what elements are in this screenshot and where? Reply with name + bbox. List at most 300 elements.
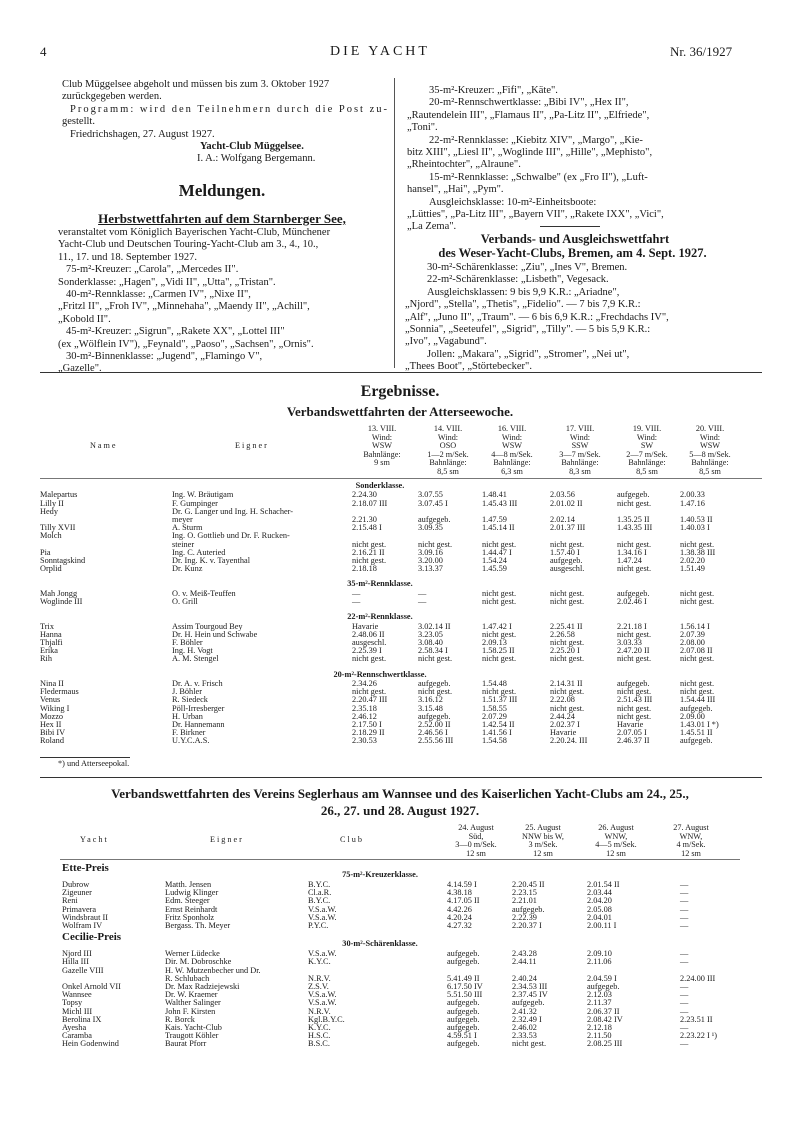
day-header-cell: 20. VIII. [695,424,725,433]
result-cell: — [680,880,689,889]
day-header-cell: Bahnlänge: [363,449,401,459]
yacht-name: Wiking I [40,703,70,713]
day-header-cell: WSW [501,441,522,450]
result-cell: 2.46.02 [512,1023,537,1032]
result-cell: 1.54.24 [482,556,507,565]
result-cell: 2.12.03 [587,990,612,1000]
weser-title-1: Verbands- und Ausgleichswettfahrt [480,232,670,246]
result-cell: 2.04.01 [587,912,612,922]
result-cell: 2.41.32 [512,1006,537,1016]
short-divider [540,226,600,227]
result-cell: 2.32.49 I [512,1014,542,1024]
yacht-name: Reni [62,896,78,906]
owner-name: Ludwig Klinger [165,888,219,898]
club-name: V.S.a.W. [308,949,337,959]
journal-title: DIE YACHT [330,44,430,59]
result-cell: nicht gest. [550,654,585,664]
result-cell: 1.47.24 [617,556,642,565]
owner-name: A. Sturm [172,523,203,533]
result-cell: 2.20.37 I [512,921,542,930]
meldungen-subtitle: Herbstwettfahrten auf dem Starnberger See, [98,211,346,226]
yacht-name: Fledermaus [40,687,79,697]
yacht-name: Caramba [62,1031,92,1041]
day-header-cell: Wind: [569,432,591,442]
result-cell: 1.47.42 I [482,621,512,631]
club-name: V.S.a.W. [308,990,337,1000]
day-header-cell: Bahnlänge: [691,458,729,467]
day-header-cell: 12 sm [533,848,553,858]
result-cell: nicht gest. [352,539,387,549]
owner-name: John F. Kirsten [165,1006,216,1016]
result-cell: aufgegeb. [512,998,545,1008]
result-cell: nicht gest. [550,539,585,549]
result-cell: 2.06.37 II [587,1006,620,1016]
result-cell: — [680,896,689,906]
day-header-cell: 12 sm [681,848,701,858]
result-cell: 2.07.29 [482,711,507,721]
result-cell: aufgegeb. [617,588,650,598]
result-cell: 2.47.20 II [617,646,650,656]
yacht-name: Bibi IV [40,728,66,738]
result-cell: 2.34.26 [352,679,377,688]
result-cell: Havarie [617,720,644,729]
result-cell: nicht gest. [617,711,652,721]
club-name: N.R.V. [308,973,331,983]
day-header-cell: 1—2 m/Sek. [427,449,469,459]
result-cell: 2.11.06 [587,957,612,967]
result-cell: 4.38.18 [447,888,472,898]
owner-name: Dr. W. Kraemer [165,990,218,1000]
result-cell: 2.25.39 I [352,646,382,656]
result-cell: 2.51.43 III [617,695,653,705]
day-header-cell: NNW bis W, [522,831,564,841]
result-cell: — [680,1039,689,1049]
result-cell: 3.02.14 II [418,621,451,631]
owner-name: F. Gumpinger [172,498,218,508]
owner-name: U.Y.C.A.S. [172,736,210,746]
result-cell: 1.51.49 [680,564,705,574]
result-cell: aufgegeb. [447,1023,480,1032]
owner-name: Dr. A. v. Frisch [172,679,223,688]
day-header-cell: WSW [371,441,392,450]
result-cell: 2.03.56 [550,490,575,500]
result-cell: 2.37.45 IV [512,990,548,1000]
result-cell: 1.41.56 I [482,728,512,738]
atter-footnote: *) und Atterseepokal. [58,759,130,768]
owner-name: Ing. O. Gottlieb und Dr. F. Rucken- [172,531,290,541]
club-name: B.Y.C. [308,880,331,889]
result-cell: 1.58.25 II [482,646,515,656]
yacht-name: Mozzo [40,711,64,721]
issue-number: Nr. 36/1927 [670,44,733,59]
day-header-cell: 26. August [598,823,634,832]
result-cell: 3.07.45 I [418,498,448,508]
result-cell: — [680,1006,689,1016]
result-cell: ausgeschl. [550,564,585,574]
yacht-name: Dubrow [62,880,90,889]
col-header-owner: Eigner [235,441,269,450]
club-name: Z.S.V. [308,982,329,991]
result-cell: 2.21.01 [512,896,537,906]
owner-name: Fritz Sponholz [165,912,215,922]
yacht-name: Roland [40,736,64,746]
result-cell: 1.48.41 [482,490,507,500]
result-cell: nicht gest. [617,629,652,639]
day-header-cell: 24. August [458,823,494,832]
result-cell: 1.44.47 I [482,547,512,557]
yacht-name: Hedy [40,506,58,516]
result-cell: nicht gest. [550,638,585,647]
result-cell: 2.02.14 [550,515,575,524]
result-cell: 2.22.39 [512,912,537,922]
result-cell: nicht gest. [482,588,517,598]
result-cell: 6.17.50 IV [447,982,483,991]
result-cell: 2.23.22 I ¹) [680,1031,718,1041]
yacht-name: Woglinde III [40,597,83,606]
owner-name: Edm. Steeger [165,896,210,906]
yacht-name: Primavera [62,904,97,914]
club-name: K.Y.C. [308,957,331,967]
result-cell: nicht gest. [550,687,585,697]
result-cell: 2.23.51 II [680,1014,713,1024]
day-header-cell: 2—7 m/Sek. [626,449,668,459]
owner-name: Dr. Hannemann [172,720,225,729]
owner-name: Walther Salinger [165,998,221,1008]
page-number: 4 [40,44,47,59]
owner-name: Pöll-Irresberger [172,703,225,713]
owner-name: Dr. Kunz [172,564,203,574]
day-header-cell: 19. VIII. [632,424,662,433]
class-heading: 30-m²-Schärenklasse. [342,939,418,949]
yacht-name: Lilly II [40,498,64,508]
section-divider-1 [40,372,762,373]
result-cell: — [680,982,689,991]
yacht-name: Hanna [40,629,62,639]
result-cell: 2.14.31 II [550,679,583,688]
col-header-yacht: Yacht [80,835,109,844]
result-cell: 2.04.20 [587,896,612,906]
day-header-cell: 8,5 sm [437,466,459,476]
class-heading: 35-m²-Rennklasse. [347,579,413,589]
result-cell: 2.22.08 [550,695,575,705]
owner-name: F. Böhler [172,638,203,647]
owner-name: O. Grill [172,597,198,606]
result-cell: 2.52.00 II [418,720,451,729]
result-cell: 1.54.44 III [680,695,716,705]
result-cell: 2.12.18 [587,1023,612,1032]
result-cell: aufgegeb. [418,711,451,721]
day-header-cell: 3 m/Sek. [528,840,558,849]
yacht-name: Hex II [40,720,62,729]
result-cell: 2.44.24 [550,711,575,721]
result-cell: 2.11.37 [587,998,612,1008]
day-header-cell: SSW [571,441,589,450]
result-cell: nicht gest. [550,597,585,606]
result-cell: aufgegeb. [512,904,545,914]
owner-name: Werner Lüdecke [165,949,220,959]
result-cell: nicht gest. [482,539,517,549]
yacht-name: Malepartus [40,490,78,500]
meldungen-text: veranstaltet vom Königlich Bayerischen Yacht-Club, Münchener Yacht-Club und Deutschen Touring-Yacht-Club am 3., 4., 10., 11., 17. und 18. September 1927. 75-m²-Kreuzer: „Carola", „Mercedes II". Sonderklasse: „Hagen", „Vidi II", „Utta", „Tristan". 40-m²-Rennklasse: „Carmen IV", „Nixe II", „Fritzl II", „Froh IV", „Minnehaha", „Maendy II", „Achill", „Kobold II". 45-m²-Kreuzer: „Sigrun", „Rakete XX", „Lottel III" (ex „Wölflein IV"), „Feynald", „Paoso", „Sachsen", „Ornis". 30-m²-Binnenklasse: „Jugend", „Flamingo V", „Gazelle". [58,227,331,375]
club-name: B.Y.C. [308,896,331,906]
yacht-name: Zigeuner [62,888,92,898]
result-cell: 1.56.14 I [680,621,710,631]
result-cell: 2.00.33 [680,490,705,500]
result-cell: Havarie [550,728,577,738]
result-cell: 2.34.53 III [512,982,548,991]
result-cell: nicht gest. [617,564,652,574]
result-cell: — [418,588,427,598]
result-cell: — [680,990,689,1000]
result-cell: nicht gest. [418,539,453,549]
day-header-cell: 4 m/Sek. [676,840,706,849]
result-cell: nicht gest. [512,1039,547,1049]
result-cell: 2.55.56 III [418,736,454,746]
day-header-cell: 3—0 m/Sek. [455,840,497,849]
result-cell: 2.07.05 I [617,728,647,738]
owner-name: Ing. C. Auteried [172,547,226,557]
result-cell: 1.38.38 III [680,547,716,557]
result-cell: 4.59.51 I [447,1031,477,1041]
yacht-name: Pia [40,547,51,557]
result-cell: 2.46.12 [352,711,377,721]
result-cell: 1.45.51 II [680,728,713,738]
result-cell: 2.46.56 I [418,728,448,738]
day-header-cell: 14. VIII. [433,424,463,433]
prize-name: Ette-Preis [62,862,109,874]
result-cell: nicht gest. [418,654,453,664]
yacht-name: Rih [40,654,52,664]
yacht-name: Venus [40,695,61,705]
owner-name: R. Schlubach [165,973,210,983]
yacht-name: Trix [40,621,54,631]
result-cell: 2.20.45 II [512,880,545,889]
day-header-cell: Süd, [468,831,484,841]
owner-name: Matth. Jensen [165,880,212,889]
result-cell: 2.18.18 [352,564,377,574]
club-name: N.R.V. [308,1006,331,1016]
result-cell: — [680,888,689,898]
club-name: P.Y.C. [308,921,329,930]
day-header-cell: 25. August [525,823,561,832]
result-cell: 2.03.44 [587,888,612,898]
result-cell: 2.26.58 [550,629,575,639]
result-cell: aufgegeb. [447,1006,480,1016]
yacht-name: Onkel Arnold VII [62,982,121,991]
owner-name: Dr. G. Langer und Ing. H. Schacher- [172,506,294,516]
result-cell: nicht gest. [550,588,585,598]
day-header-cell: Wind: [371,432,393,442]
result-cell: 2.23.15 [512,888,537,898]
result-cell: nicht gest. [482,597,517,606]
yacht-name: Tilly XVII [40,523,76,533]
result-cell: aufgegeb. [617,679,650,688]
result-cell: 5.51.50 III [447,990,483,1000]
result-cell: nicht gest. [352,687,387,697]
class-heading: 75-m²-Kreuzerklasse. [342,870,418,879]
result-cell: 2.24.30 [352,490,377,500]
day-header-cell: 13. VIII. [367,424,397,433]
club-name: H.S.C. [308,1031,331,1041]
owner-name: F. Birkner [172,728,206,738]
result-cell: 3.23.05 [418,629,443,639]
result-cell: nicht gest. [550,703,585,713]
result-cell: 3.09.16 [418,547,443,557]
result-cell: 3.09.35 [418,523,443,533]
result-cell: 1.47.59 [482,515,507,524]
day-header-cell: Bahnlänge: [429,458,467,467]
result-cell: 1.45.59 [482,564,507,574]
day-header-cell: Wind: [636,432,658,442]
meldungen-title: Meldungen. [178,181,266,200]
result-cell: nicht gest. [482,687,517,697]
result-cell: Havarie [352,621,379,631]
yacht-name: Nina II [40,679,64,688]
day-header-cell: Wind: [437,432,459,442]
wannsee-title-2: 26., 27. und 28. August 1927. [320,803,480,818]
col-header-club: Club [340,835,364,844]
result-cell: 3.15.48 [418,703,443,713]
ergebnisse-title: Ergebnisse. [360,383,440,400]
day-header-cell: 8,5 sm [636,466,658,476]
club-name: V.S.a.W. [308,904,337,914]
club-name: Kgl.B.Y.C. [308,1014,345,1024]
result-cell: 2.08.42 IV [587,1014,623,1024]
result-cell: 2.43.28 [512,949,537,959]
day-header-cell: 6,3 sm [501,466,523,476]
result-cell: nicht gest. [352,556,387,565]
result-cell: — [680,957,689,967]
result-cell: 4.17.05 II [447,896,480,906]
result-cell: 2.09.13 [482,638,507,647]
result-cell: aufgegeb. [680,736,713,746]
day-header-cell: Wind: [501,432,523,442]
yacht-name: Hilla III [62,957,89,967]
owner-name: A. M. Stengel [172,654,219,664]
day-header-cell: 4—5 m/Sek. [595,840,637,849]
result-cell: 2.30.53 [352,736,377,746]
owner-name: Traugott Köhler [165,1031,219,1041]
result-cell: 2.09.10 [587,949,612,959]
owner-name: H. Urban [172,711,203,721]
owner-name: steiner [172,539,195,549]
owner-name: R. Siedeck [172,695,208,705]
result-cell: nicht gest. [680,679,715,688]
result-cell: 2.35.18 [352,703,377,713]
day-header-cell: Bahnlänge: [561,458,599,467]
day-header-cell: 27. August [673,823,709,832]
result-cell: 1.35.25 II [617,515,650,524]
result-cell: nicht gest. [617,703,652,713]
result-cell: 2.16.21 II [352,547,385,557]
result-cell: 2.09.00 [680,711,705,721]
day-header-cell: WNW, [679,831,703,841]
result-cell: aufgegeb. [447,949,480,959]
result-cell: 1.43.35 III [617,523,653,533]
result-cell: aufgegeb. [418,515,451,524]
result-cell: nicht gest. [680,539,715,549]
day-header-cell: 17. VIII. [565,424,595,433]
result-cell: 3.03.33 [617,638,642,647]
result-cell: nicht gest. [617,539,652,549]
result-cell: 2.15.48 I [352,523,382,533]
day-header-cell: Bahnlänge: [628,458,666,467]
club-name: B.S.C. [308,1039,330,1049]
club-name: Cl.a.R. [308,888,332,898]
result-cell: 2.58.34 I [418,646,448,656]
prize-name: Cecilie-Preis [62,931,122,944]
result-cell: nicht gest. [680,597,715,606]
result-cell: 3.13.37 [418,564,443,574]
result-cell: 2.08.00 [680,638,705,647]
result-cell: 2.18.29 II [352,728,385,738]
day-header-cell: Bahnlänge: [493,458,531,467]
yacht-name: Ayesha [62,1023,87,1032]
owner-name: O. v. Meiß-Teuffen [172,588,236,598]
section-divider-2 [40,777,762,778]
day-header-cell: 4—8 m/Sek. [491,449,533,459]
owner-name: Baurat Pforr [165,1039,207,1049]
result-cell: 2.05.08 [587,904,612,914]
result-cell: nicht gest. [617,687,652,697]
result-cell: aufgegeb. [447,998,480,1008]
ergebnisse-subtitle: Verbandswettfahrten der Atterseewoche. [286,404,514,419]
left-top-text: Club Müggelsee abgeholt und müssen bis zum 3. Oktober 1927 zurückgegeben werden. Programm: wird den Teilnehmern durch die Post zu- gestellt. Friedrichshagen, 27. August 1927. Yacht-Club Müggelsee. I. A.: Wolfgang Bergemann. [62,79,389,165]
result-cell: nicht gest. [617,498,652,508]
result-cell: 2.21.30 [352,515,377,524]
day-header-cell: 9 sm [374,458,390,467]
wannsee-title-1: Verbandswettfahrten des Vereins Seglerhaus am Wannsee und des Kaiserlichen Yacht-Clubs am 24., 25., [111,786,689,801]
result-cell: 1.42.54 II [482,720,515,729]
owner-name: Dr. H. Hein und Schwabe [172,629,258,639]
result-cell: 2.25.41 II [550,621,583,631]
day-header-cell: WSW [699,441,720,450]
result-cell: 2.48.06 II [352,629,385,639]
yacht-name: Gazelle VIII [62,965,104,975]
club-name: K.Y.C. [308,1023,331,1032]
result-cell: nicht gest. [482,654,517,664]
owner-name: H. W. Mutzenbecher und Dr. [165,965,261,975]
result-cell: 1.34.16 I [617,547,647,557]
owner-name: Bergass. Th. Meyer [165,921,231,930]
result-cell: ausgeschl. [352,638,387,647]
result-cell: 1.40.03 I [680,523,710,533]
result-cell: aufgegeb. [447,1039,480,1049]
day-header-cell: 12 sm [606,848,626,858]
result-cell: 3.20.00 [418,556,443,565]
result-cell: nicht gest. [418,687,453,697]
right-top-text: 35-m²-Kreuzer: „Fifi", „Käte". 20-m²-Rennschwertklasse: „Bibi IV", „Hex II", „Rautendelein III", „Flamaus II", „Pa-Litz II", „Elfriede", „Toni". 22-m²-Rennklasse: „Kiebitz XIV", „Margo", „Kie- bitz XIII", „Liesl II", „Woglinde III", „Hille", „Mephisto", „Rheintochter", „Alraune". 15-m²-Rennklasse: „Schwalbe" (ex „Fro II"), „Luft- hansel", „Hai", „Pym". Ausgleichsklasse: 10-m²-Einheitsboote: „Lütties", „Pa-Litz III", „Bayern VII", „Rakete IXX", „Vici", „La Zema". [407,85,664,233]
result-cell: — [352,597,361,606]
day-header-cell: 8,5 sm [699,466,721,476]
result-cell: 1.47.16 [680,498,705,508]
yacht-name: Erika [40,646,58,656]
yacht-name: Thjalfi [40,638,63,647]
header-rule [40,478,762,479]
owner-name: Dir. M. Dobroschke [165,957,232,967]
result-cell: 1.40.53 II [680,515,713,524]
yacht-name: Berolina IX [62,1014,102,1024]
day-header-cell: 3—7 m/Sek. [559,449,601,459]
owner-name: Kais. Yacht-Club [165,1023,222,1032]
owner-name: Ing. H. Vogt [172,646,213,656]
header-rule-2 [60,859,740,860]
yacht-name: Hein Godenwind [62,1039,119,1049]
result-cell: aufgegeb. [617,490,650,500]
result-cell: 2.20.24. III [550,736,588,746]
footnote-rule [40,757,130,758]
result-cell: 2.01.54 II [587,880,620,889]
